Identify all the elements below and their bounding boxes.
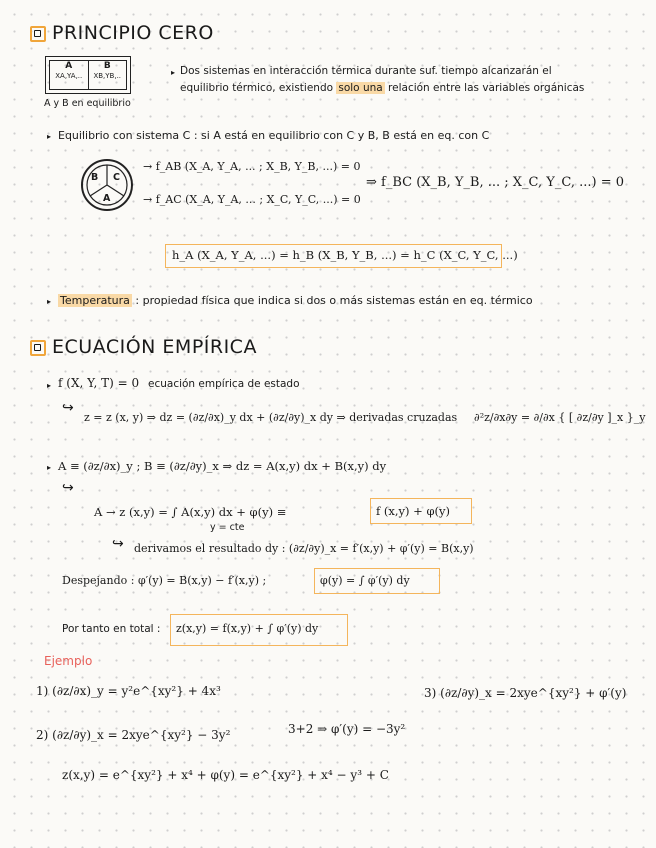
equilibrio-c-text: Equilibrio con sistema C : si A está en equilibrio con C y B, B está en eq. con C bbox=[58, 129, 490, 142]
z-differential-line: z = z (x, y) ⇒ dz = (∂z/∂x)_y dx + (∂z/∂y)_x dy ⇒ derivadas cruzadas bbox=[84, 411, 458, 424]
section-icon bbox=[30, 340, 46, 360]
ejemplo-final: z(x,y) = e^{xy²} + x⁴ + φ(y) = e^{xy²} + x⁴ − y³ + C bbox=[62, 768, 389, 782]
hook-arrow-icon: ↪ bbox=[112, 536, 124, 552]
system-ab-diagram bbox=[45, 56, 131, 94]
system-b-cell bbox=[88, 61, 127, 89]
integral-result: f (x,y) + φ(y) bbox=[376, 504, 450, 518]
equilibrium-caption: A y B en equilibrio bbox=[44, 98, 131, 109]
integral-limit: y = cte bbox=[210, 522, 245, 533]
f-bc-equation: ⇒ f_BC (X_B, Y_B, ... ; X_C, Y_C, ...) = 0 bbox=[366, 175, 625, 190]
a-b-definitions: A ≡ (∂z/∂x)_y ; B ≡ (∂z/∂y)_x ⇒ dz = A(x,y) dx + B(x,y) dy bbox=[58, 459, 387, 473]
ejemplo-eq-3plus2: 3+2 ⇒ φ′(y) = −3y² bbox=[288, 722, 406, 736]
highlight-solo-una: solo una bbox=[338, 82, 383, 94]
bullet: ▸ bbox=[47, 132, 52, 141]
derivative-line: derivamos el resultado dy : (∂z/∂y)_x = f′(x,y) + φ′(y) = B(x,y) bbox=[134, 542, 474, 555]
bullet: ▸ bbox=[47, 463, 52, 472]
ejemplo-title: Ejemplo bbox=[44, 654, 93, 668]
section-title-ecuacion-empirica: ECUACIÓN EMPÍRICA bbox=[52, 336, 257, 358]
bullet: ▸ bbox=[171, 68, 176, 77]
hook-arrow-icon: ↪ bbox=[62, 400, 74, 416]
system-a-vars: XA,YA,.. bbox=[55, 72, 83, 80]
phi-integral: φ(y) = ∫ φ′(y) dy bbox=[320, 574, 410, 587]
bullet: ▸ bbox=[47, 297, 52, 306]
cross-derivative: ∂²z/∂x∂y = ∂/∂x { [ ∂z/∂y ]_x }_y bbox=[474, 411, 646, 424]
section-title-principio-cero: PRINCIPIO CERO bbox=[52, 22, 214, 44]
f-ab-equation: → f_AB (X_A, Y_A, ... ; X_B, Y_B, ...) = 0 bbox=[143, 160, 361, 173]
principio-desc-line1: Dos sistemas en interacción térmica durante suf. tiempo alcanzarán el bbox=[180, 65, 552, 77]
integral-a-line: A → z (x,y) = ∫ A(x,y) dx + φ(y) ≡ bbox=[94, 505, 287, 519]
system-b-label: B bbox=[103, 61, 111, 71]
system-a-label: A bbox=[65, 61, 73, 71]
por-tanto-label: Por tanto en total : bbox=[62, 623, 161, 635]
bullet: ▸ bbox=[47, 381, 52, 390]
section-icon bbox=[30, 26, 46, 46]
f-def: f (X, Y, T) = 0 bbox=[58, 376, 140, 390]
ejemplo-eq3: 3) (∂z/∂y)_x = 2xye^{xy²} + φ′(y) bbox=[424, 686, 627, 700]
h-equation: h_A (X_A, Y_A, ...) = h_B (X_B, Y_B, ...) = h_C (X_C, Y_C, ...) bbox=[172, 248, 518, 262]
highlight-temperatura: Temperatura bbox=[60, 294, 130, 307]
ejemplo-eq1: 1) (∂z/∂x)_y = y²e^{xy²} + 4x³ bbox=[36, 684, 221, 698]
temperatura-line: Temperatura : propiedad física que indica si dos o más sistemas están en eq. térmico bbox=[60, 294, 533, 307]
total-result: z(x,y) = f(x,y) + ∫ φ′(y) dy bbox=[176, 622, 319, 635]
despejando-line: Despejando : φ′(y) = B(x,y) − f′(x,y) ; bbox=[62, 574, 267, 587]
circle-label-b: B bbox=[91, 172, 99, 183]
circle-label-c: C bbox=[113, 172, 120, 183]
system-a-cell bbox=[50, 61, 88, 89]
system-b-vars: XB,YB,.. bbox=[93, 72, 122, 80]
ejemplo-eq2: 2) (∂z/∂y)_x = 2xye^{xy²} − 3y² bbox=[36, 728, 231, 742]
circle-label-a: A bbox=[103, 193, 111, 204]
f-desc: ecuación empírica de estado bbox=[148, 378, 300, 390]
hook-arrow-icon: ↪ bbox=[62, 480, 74, 496]
f-ac-equation: → f_AC (X_A, Y_A, ... ; X_C, Y_C, ...) = 0 bbox=[143, 193, 361, 206]
principio-desc-line2: equilibrio térmico, existiendo solo una relación entre las variables orgánicas bbox=[180, 82, 585, 94]
